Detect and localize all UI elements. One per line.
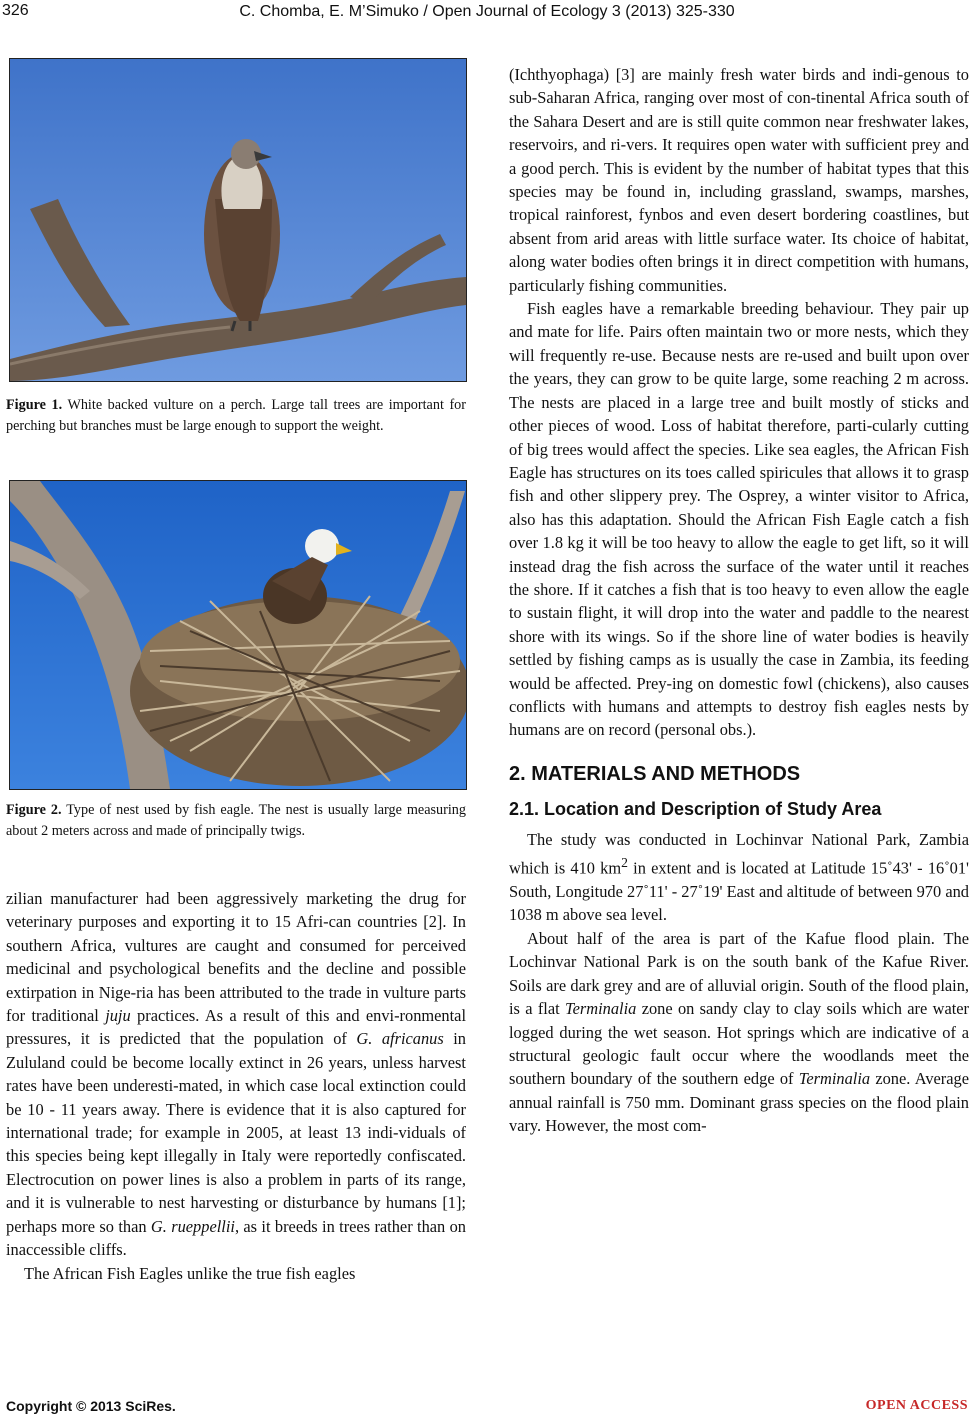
right-paragraph-4: About half of the area is part of the Kafue flood plain. The Lochinvar National Park is on the south bank of the Kafue River. Soils are dark grey and are of alluvial origin. South of the flood plain, is a flat Terminalia zone on sandy clay to clay soils which are water logged during the wet season. Hot springs which are indicative of a structural geologic fault occur where the woodlands meet the southern boundary of the southern edge of Terminalia zone. Average annual rainfall is 750 mm. Dominant grass species on the flood plain vary. However, the most com-	[509, 928, 970, 1136]
right-paragraph-2: Fish eagles have a remarkable breeding behaviour. They pair up and mate for life. Pairs often maintain two or more nests, which they will frequently re-use. Because nests are re-used and built upon over the years, they can grow to be quite large, some reaching 2 m across. The nests are placed in a large tree and built mostly of sticks and other pieces of wood. Loss of habitat therefore, parti-cularly cutting of big trees would affect the species. Like sea eagles, the African Fish Eagle has structures on its toes called spiricules that allows it to grasp fish and other slippery prey. The Osprey, a winter visitor to Africa, also has this adaptation. Should the African Fish Eagle catch a fish over 1.8 kg it will be too heavy to allow the eagle to get lift, so it will instead drag the fish across the surface of the water until it reaches the shore. If it catches a fish that is too heavy to even allow the eagle to sustain flight, it will drop into the water and paddle to the nearest shore with its wings. So if the shore line of water bodies is heavily settled by fishing camps as is usually the case in Zambia, its feeding would be affected. Prey-ing on domestic fowl (chickens), also causes conflicts with humans and attempts to destroy fish eagles nests by humans are on record (personal obs.).	[509, 299, 969, 740]
figure-2-eagle-nest-photo	[9, 480, 467, 790]
right-column	[509, 63, 969, 1138]
left-paragraph-1: zilian manufacturer had been aggressively marketing the drug for veterinary purposes and exporting it to 15 Afri-can countries [2]. In southern Africa, vultures are caught and consumed for perceived medicinal and psychological benefits and the decline and possible extirpation in Nige-ria has been attributed to the trade in vulture parts for traditional juju practices. As a result of this and envi-ronmental pressures, it is predicted that the population of G. africanus in Zululand could be become locally extinct in 26 years, unless harvest rates have been underesti-mated, in which case local extinction could be 10 - 11 years away. There is evidence that it is also captured for international trade; for example in 2005, at least 13 indi-viduals of this species being kept illegally in Italy were reportedly confiscated. Electrocution on power lines is also a problem in parts of its range, and it is vulnerable to nest harvesting or disturbance by humans [1]; perhaps more so than G. rueppellii, as it breeds in trees rather than on inaccessible cliffs.	[6, 889, 466, 1260]
figure-1-label: Figure 1.	[6, 397, 63, 413]
figure-1-caption	[6, 395, 466, 437]
figure-1-vulture-photo	[9, 58, 467, 382]
subsection-heading: 2.1. Location and Description of Study Area	[509, 798, 882, 819]
figure-1-caption-text: White backed vulture on a perch. Large tall trees are important for perching but branches must be large enough to support the weight.	[6, 397, 466, 434]
left-column	[6, 887, 466, 1285]
figure-2-caption	[6, 800, 466, 842]
right-paragraph-1: (Ichthyophaga) [3] are mainly fresh water birds and indi-genous to sub-Saharan Africa, ranging over most of con-tinental Africa south of the Sahara Desert and are is still quite common near freshwater lakes, reservoirs, and ri-vers. It requires open water with sufficient prey and a good perch. This is evident by the number of habitat types that this species may be found in, including grassland, swamps, marshes, tropical rainforest, fynbos and even desert bordering coastlines, but absent from arid areas with little surface water. Its choice of habitat, along water bodies often brings it in direct competition with humans, particularly fishing communities.	[509, 65, 969, 295]
running-header: C. Chomba, E. M’Simuko / Open Journal of Ecology 3 (2013) 325-330	[239, 3, 735, 20]
left-paragraph-2: The African Fish Eagles unlike the true fish eagles	[24, 1263, 356, 1283]
right-paragraph-3: The study was conducted in Lochinvar National Park, Zambia which is 410 $km^2$ in extent and is located at Latitude 15˚43' - 16˚01' South, Longitude 27˚11' - 27˚19' East and altitude of between 970 and 1038 m above sea level.	[509, 829, 970, 925]
page-number: 326	[2, 2, 29, 19]
figure-2-caption-text: Type of nest used by fish eagle. The nest is usually large measuring about 2 meters across and made of principally twigs.	[6, 802, 466, 839]
section-heading: 2. MATERIALS AND METHODS	[509, 762, 801, 785]
footer-copyright: Copyright © 2013 SciRes.	[6, 1398, 176, 1414]
footer-open-access: OPEN ACCESS	[865, 1398, 968, 1413]
figure-2-label: Figure 2.	[6, 802, 62, 818]
